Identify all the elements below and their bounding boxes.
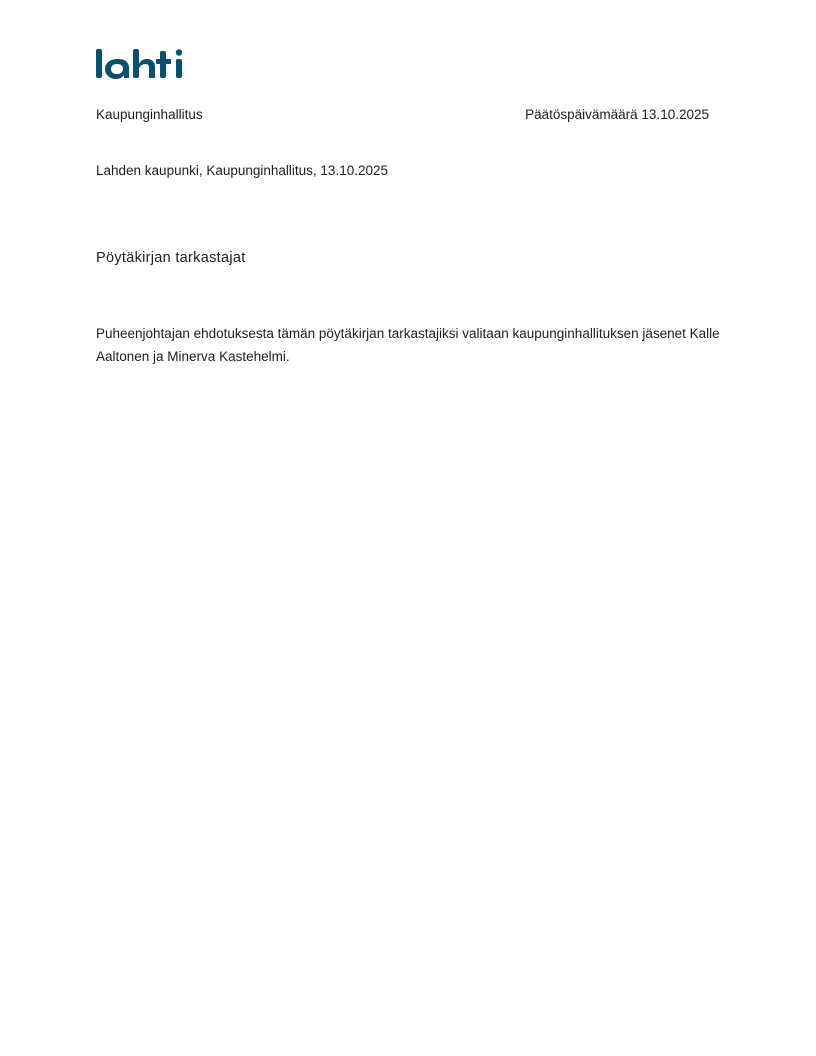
organization-name: Kaupunginhallitus	[96, 107, 203, 122]
decision-date: Päätöspäivämäärä 13.10.2025	[525, 107, 709, 122]
meeting-line: Lahden kaupunki, Kaupunginhallitus, 13.10.2025	[96, 163, 388, 178]
lahti-logo	[96, 46, 188, 82]
section-body: Puheenjohtajan ehdotuksesta tämän pöytäkirjan tarkastajiksi valitaan kaupunginhallituksen jäsenet Kalle Aaltonen ja Minerva Kastehelmi.	[96, 326, 720, 364]
section-title: Pöytäkirjan tarkastajat	[96, 250, 246, 266]
